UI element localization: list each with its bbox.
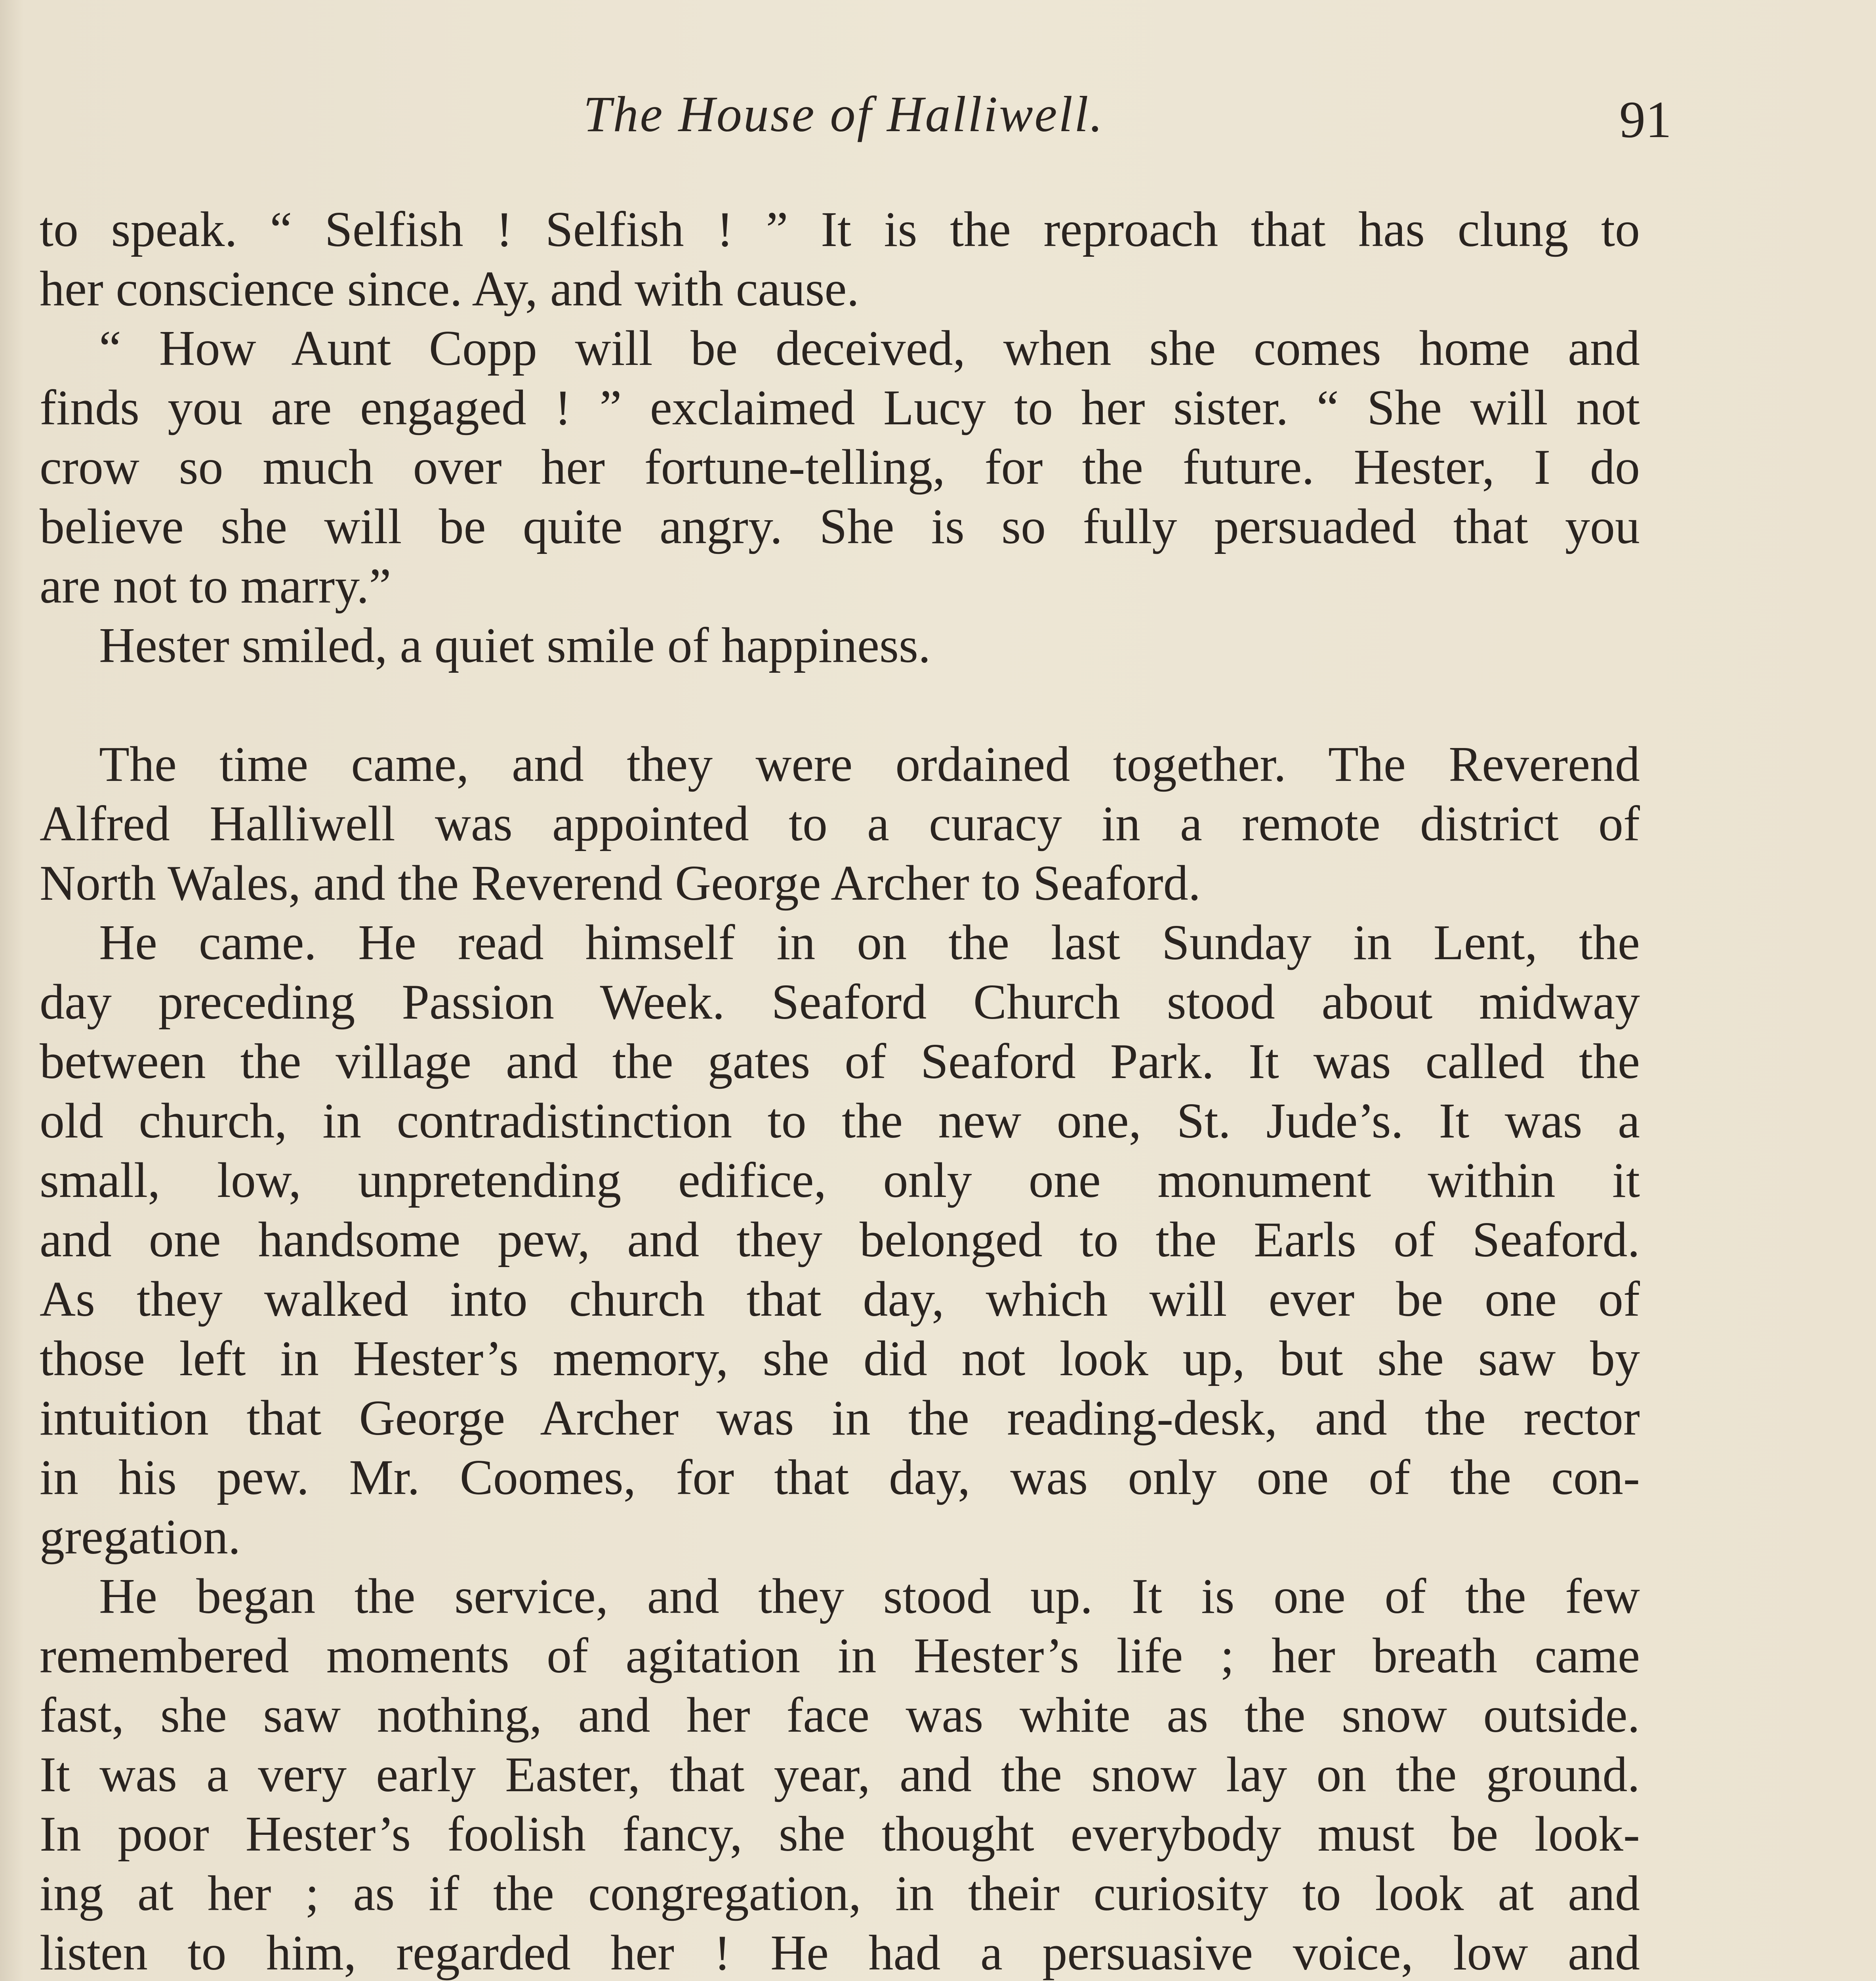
text-line: remembered moments of agitation in Hester’s life ; her breath came xyxy=(40,1628,1640,1683)
text-line: in his pew. Mr. Coomes, for that day, was only one of the con- xyxy=(40,1450,1640,1505)
running-title: The House of Halliwell. xyxy=(583,86,1104,142)
text-line: intuition that George Archer was in the reading-desk, and the rector xyxy=(40,1391,1640,1446)
text-line: “ How Aunt Copp will be deceived, when she comes home and xyxy=(99,321,1640,376)
text-line: The time came, and they were ordained together. The Reverend xyxy=(99,737,1640,792)
text-line: fast, she saw nothing, and her face was white as the snow outside. xyxy=(40,1688,1640,1743)
text-line: between the village and the gates of Seaford Park. It was called the xyxy=(40,1034,1640,1089)
text-line: Alfred Halliwell was appointed to a curacy in a remote district of xyxy=(40,796,1640,851)
section-break xyxy=(40,676,1640,735)
page-header xyxy=(40,85,1672,164)
text-line: As they walked into church that day, which will ever be one of xyxy=(40,1272,1640,1327)
text-line: Hester smiled, a quiet smile of happiness. xyxy=(99,618,931,673)
text-line: North Wales, and the Reverend George Archer to Seaford. xyxy=(40,856,1201,911)
text-line: day preceding Passion Week. Seaford Church stood about midway xyxy=(40,975,1640,1030)
text-line: and one handsome pew, and they belonged to the Earls of Seaford. xyxy=(40,1212,1640,1267)
text-line: her conscience since. Ay, and with cause. xyxy=(40,261,859,317)
body-text xyxy=(40,200,1640,1981)
page-number: 91 xyxy=(1619,90,1672,149)
text-line: It was a very early Easter, that year, and the snow lay on the ground. xyxy=(40,1747,1640,1802)
text-line: gregation. xyxy=(40,1510,241,1565)
text-line: are not to marry.” xyxy=(40,559,391,614)
text-line: those left in Hester’s memory, she did not look up, but she saw by xyxy=(40,1331,1640,1386)
text-line: He began the service, and they stood up. It is one of the few xyxy=(99,1569,1640,1624)
text-line: In poor Hester’s foolish fancy, she thought everybody must be look- xyxy=(40,1807,1640,1862)
text-line: small, low, unpretending edifice, only one monument within it xyxy=(40,1153,1640,1208)
text-line: He came. He read himself in on the last Sunday in Lent, the xyxy=(99,915,1640,970)
text-line: listen to him, regarded her ! He had a persuasive voice, low and xyxy=(40,1926,1640,1981)
text-line: believe she will be quite angry. She is so fully persuaded that you xyxy=(40,499,1640,554)
text-line: finds you are engaged ! ” exclaimed Lucy to her sister. “ She will not xyxy=(40,380,1640,435)
text-line: old church, in contradistinction to the new one, St. Jude’s. It was a xyxy=(40,1094,1640,1149)
text-line: crow so much over her fortune-telling, for the future. Hester, I do xyxy=(40,440,1640,495)
text-line: to speak. “ Selfish ! Selfish ! ” It is the reproach that has clung to xyxy=(40,202,1640,257)
text-line: ing at her ; as if the congregation, in their curiosity to look at and xyxy=(40,1866,1640,1921)
